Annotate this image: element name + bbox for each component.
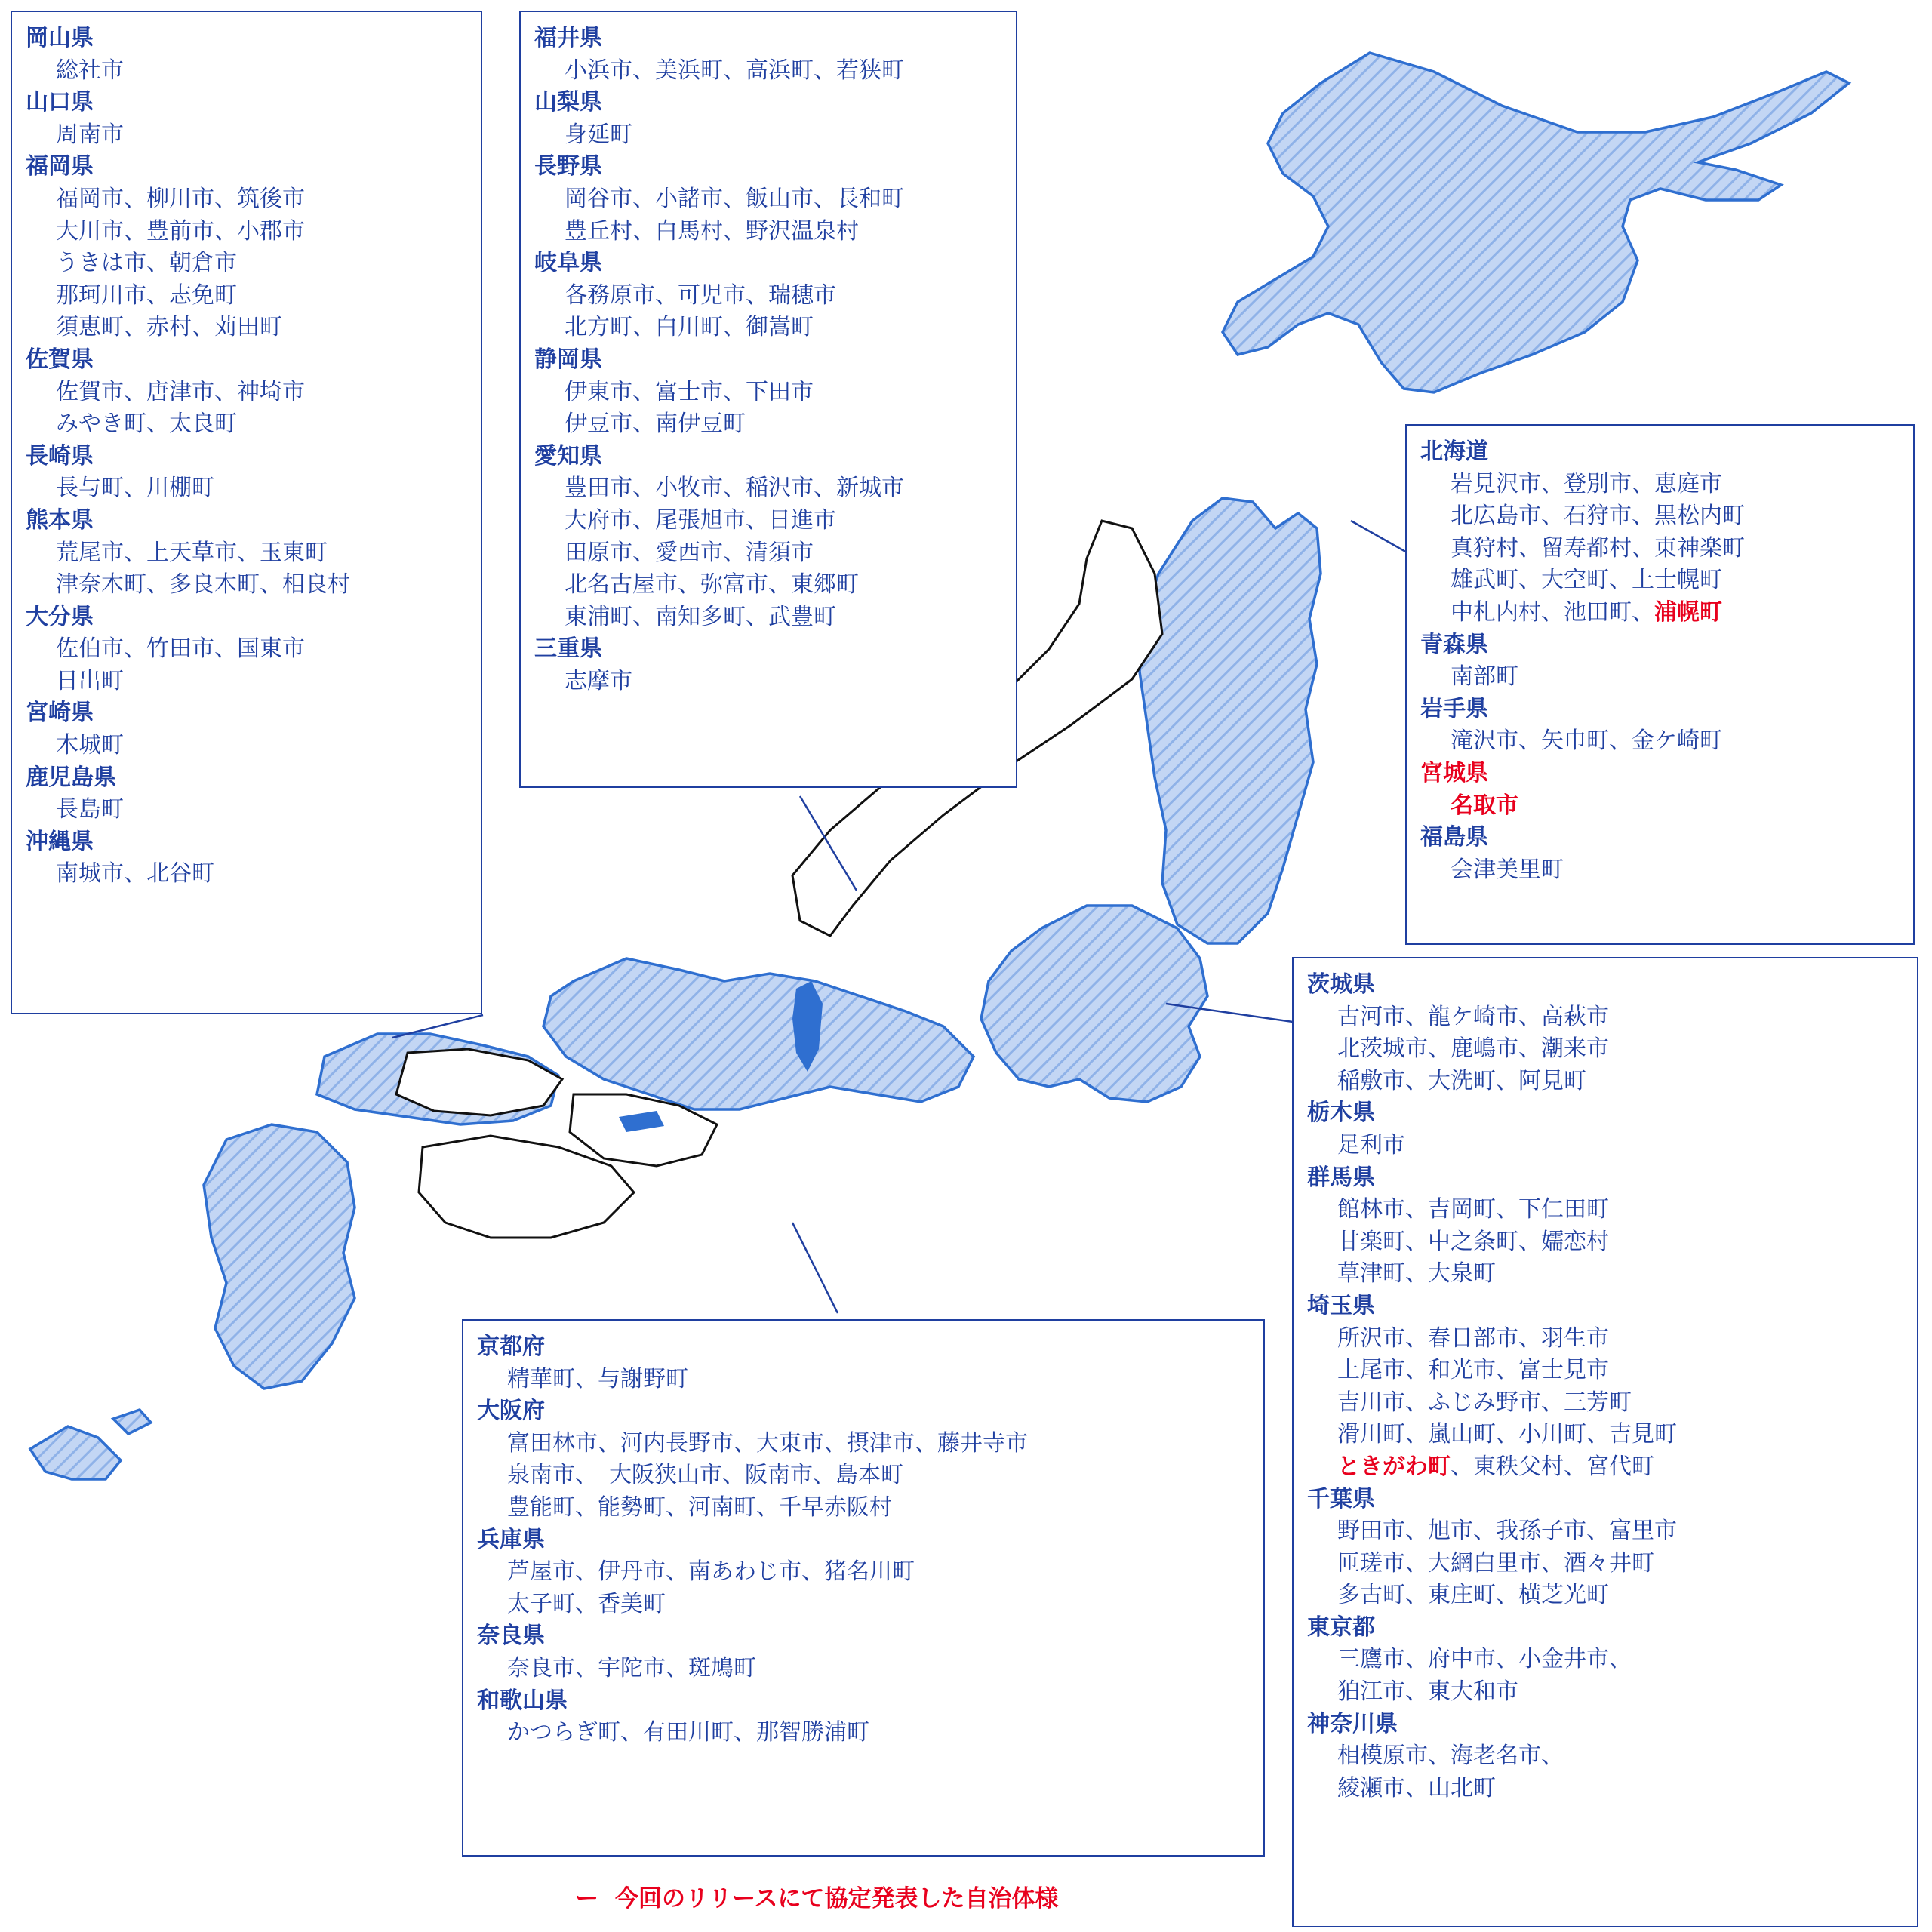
municipality-line [534,216,1002,248]
municipality-line [477,1364,1250,1396]
municipality-line [534,55,1002,88]
municipality-line [1307,1773,1903,1805]
municipality-text: 伊東市、富士市、下田市 [565,379,814,405]
municipality-text: 長与町、川棚町 [56,475,214,501]
municipality-text: 南城市、北谷町 [56,861,214,887]
municipality-text: 岡谷市、小諸市、飯山市、長和町 [565,186,904,211]
municipality-text: 三鷹市、府中市、小金井市、 [1337,1647,1632,1672]
municipality-line [1420,469,1900,501]
panel-kanto [1292,957,1918,1927]
municipality-text: 会津美里町 [1451,857,1564,882]
municipality-line [26,794,467,826]
prefecture-name: 福井県 [534,26,602,51]
prefecture-name: 佐賀県 [26,346,94,372]
municipality-text: 匝瑳市、大網白里市、酒々井町 [1337,1550,1654,1576]
municipality-text: 総社市 [56,57,124,83]
municipality-text: 吉川市、ふじみ野市、三芳町 [1337,1389,1632,1415]
municipality-line [1307,1323,1903,1355]
municipality-text: 館林市、吉岡町、下仁田町 [1337,1197,1609,1223]
municipality-line [477,1556,1250,1589]
prefecture-name: 熊本県 [26,507,94,533]
municipality-line [1307,1451,1903,1484]
prefecture-name: 奈良県 [477,1623,545,1649]
municipality-line [26,312,467,344]
municipality-text: 相模原市、海老名市、 [1337,1743,1564,1769]
prefecture-name: 群馬県 [1307,1164,1375,1190]
municipality-text: 北茨城市、鹿嶋市、潮来市 [1337,1036,1609,1062]
municipality-text: 須恵町、赤村、苅田町 [56,315,282,340]
municipality-text: 奈良市、宇陀市、斑鳩町 [507,1655,756,1681]
prefecture-name: 神奈川県 [1307,1711,1398,1737]
municipality-text: 狛江市、東大和市 [1337,1679,1518,1705]
municipality-line [534,505,1002,537]
prefecture-name: 長崎県 [26,443,94,469]
prefecture-name: 岩手県 [1420,696,1488,721]
municipality-line [26,666,467,698]
municipality-line [26,730,467,762]
prefecture-name: 岡山県 [26,26,94,51]
municipality-text: 伊豆市、南伊豆町 [565,411,746,437]
municipality-line [477,1492,1250,1524]
municipality-text: 綾瀬市、山北町 [1337,1775,1496,1801]
prefecture-name: 沖縄県 [26,829,94,854]
municipality-text: 北名古屋市、弥富市、東郷町 [565,572,859,598]
municipality-line [1420,661,1900,694]
prefecture-name: 大阪府 [477,1398,545,1424]
municipality-line [1420,597,1900,629]
municipality-text: 小浜市、美浜町、高浜町、若狭町 [565,57,904,83]
municipality-line [1307,1676,1903,1709]
prefecture-name: 東京都 [1307,1614,1375,1640]
legend-text: 今回のリリースにて協定発表した自治体様 [615,1885,1059,1912]
municipality-line [1307,1644,1903,1676]
municipality-text: 名取市 [1451,792,1518,818]
municipality-line [534,377,1002,409]
municipality-text: 岩見沢市、登別市、恵庭市 [1451,471,1722,497]
municipality-line [26,537,467,570]
municipality-line [1420,533,1900,565]
municipality-text: 真狩村、留寿都村、東神楽町 [1451,535,1745,561]
region-kyushu [204,1124,355,1389]
municipality-line [26,119,467,152]
prefecture-name: 宮城県 [1420,760,1488,786]
municipality-text: 上尾市、和光市、富士見市 [1337,1358,1609,1383]
municipality-text: 豊能町、能勢町、河南町、千早赤阪村 [507,1494,892,1520]
prefecture-name: 兵庫県 [477,1527,545,1552]
municipality-text: 田原市、愛西市、清須市 [565,540,814,565]
municipality-text: 稲敷市、大洗町、阿見町 [1337,1068,1586,1094]
prefecture-name: 愛知県 [534,443,602,469]
municipality-line [1307,1548,1903,1580]
municipality-line [1307,1387,1903,1420]
municipality-line [477,1653,1250,1685]
municipality-text-tail: 浦幌町 [1654,599,1722,625]
municipality-line [1307,1355,1903,1387]
municipality-line [534,280,1002,312]
municipality-text: 大川市、豊前市、小郡市 [56,218,305,244]
legend [575,1879,1058,1913]
municipality-line [26,280,467,312]
municipality-text: 那珂川市、志免町 [56,282,237,308]
municipality-line [26,55,467,88]
municipality-text: 甘楽町、中之条町、嬬恋村 [1337,1229,1609,1254]
municipality-text: 太子町、香美町 [507,1591,666,1617]
municipality-line [1307,1580,1903,1612]
municipality-text: 豊丘村、白馬村、野沢温泉村 [565,218,859,244]
municipality-text: 福岡市、柳川市、筑後市 [56,186,305,211]
prefecture-name: 山梨県 [534,90,602,115]
municipality-line [26,183,467,216]
municipality-line [1307,1001,1903,1034]
municipality-line [26,858,467,891]
region-kinki [543,958,974,1109]
municipality-text: 中札内村、池田町、 [1451,599,1654,625]
region-tohoku [1140,498,1321,943]
municipality-line [1307,1130,1903,1162]
municipality-line [26,472,467,505]
municipality-text: 豊田市、小牧市、稲沢市、新城市 [565,475,904,501]
municipality-text: ときがわ町 [1337,1454,1451,1479]
municipality-line [26,633,467,666]
municipality-line [534,601,1002,634]
municipality-text: 身延町 [565,122,632,147]
prefecture-name: 長野県 [534,154,602,180]
municipality-line [477,1717,1250,1749]
municipality-line [534,119,1002,152]
municipality-line [1420,790,1900,823]
municipality-text: 草津町、大泉町 [1337,1261,1496,1287]
municipality-line [1307,1515,1903,1548]
municipality-line [1307,1419,1903,1451]
municipality-text: 野田市、旭市、我孫子市、富里市 [1337,1518,1677,1544]
municipality-line [1307,1226,1903,1259]
panel-central-japan [519,11,1017,788]
municipality-text: かつらぎ町、有田川町、那智勝浦町 [507,1720,869,1746]
municipality-text: うきは市、朝倉市 [56,251,237,276]
prefecture-name: 宮崎県 [26,700,94,726]
municipality-text: 東浦町、南知多町、武豊町 [565,604,836,629]
prefecture-name: 大分県 [26,604,94,629]
municipality-text: 多古町、東庄町、横芝光町 [1337,1583,1609,1608]
municipality-text: 富田林市、河内長野市、大東市、摂津市、藤井寺市 [507,1430,1028,1456]
prefecture-name: 岐阜県 [534,251,602,276]
municipality-line [1307,1194,1903,1226]
municipality-line [477,1460,1250,1492]
legend-dash: ー [575,1885,598,1912]
panel-kansai [462,1319,1265,1857]
municipality-line [1307,1033,1903,1066]
municipality-text: 周南市 [56,122,124,147]
municipality-text: 芦屋市、伊丹市、南あわじ市、猪名川町 [507,1559,915,1585]
municipality-text: 津奈木町、多良木町、相良村 [56,572,350,598]
municipality-text: みやき町、太良町 [56,411,237,437]
prefecture-name: 三重県 [534,636,602,662]
municipality-line [1307,1066,1903,1098]
municipality-text-tail: 、東秩父村、宮代町 [1451,1454,1654,1479]
municipality-text: 大府市、尾張旭市、日進市 [565,507,836,533]
municipality-line [26,408,467,441]
municipality-line [534,666,1002,698]
municipality-line [534,569,1002,601]
prefecture-name: 山口県 [26,90,94,115]
municipality-line [534,408,1002,441]
municipality-line [1420,725,1900,758]
municipality-text: 滝沢市、矢巾町、金ケ崎町 [1451,728,1722,754]
municipality-text: 泉南市、 大阪狭山市、阪南市、島本町 [507,1463,903,1488]
municipality-text: 各務原市、可児市、瑞穂市 [565,282,836,308]
municipality-line [1420,500,1900,533]
region-chugoku-inner [396,1049,562,1115]
municipality-text: 雄武町、大空町、上士幌町 [1451,568,1722,593]
municipality-text: 木城町 [56,733,124,758]
municipality-line [534,312,1002,344]
panel-west-japan [11,11,482,1014]
prefecture-name: 茨城県 [1307,972,1375,997]
prefecture-name: 静岡県 [534,346,602,372]
prefecture-name: 埼玉県 [1307,1293,1375,1318]
prefecture-name: 京都府 [477,1334,545,1359]
prefecture-name: 福島県 [1420,825,1488,851]
municipality-line [534,537,1002,570]
municipality-line [534,472,1002,505]
municipality-text: 北方町、白川町、御嵩町 [565,315,814,340]
municipality-line [477,1428,1250,1460]
region-kanto-chubu [981,906,1208,1102]
municipality-text: 南部町 [1451,664,1518,690]
municipality-line [1307,1740,1903,1773]
prefecture-name: 北海道 [1420,439,1488,464]
prefecture-name: 千葉県 [1307,1486,1375,1512]
municipality-text: 志摩市 [565,668,632,694]
municipality-text: 滑川町、嵐山町、小川町、吉見町 [1337,1422,1677,1447]
municipality-line [26,569,467,601]
municipality-text: 日出町 [56,668,124,694]
municipality-text: 足利市 [1337,1132,1405,1158]
municipality-line [26,216,467,248]
panel-north-japan [1405,424,1915,945]
municipality-line [477,1589,1250,1621]
prefecture-name: 福岡県 [26,154,94,180]
prefecture-name: 青森県 [1420,632,1488,657]
municipality-line [26,248,467,280]
municipality-text: 長島町 [56,797,124,823]
leader-line-kansai [792,1223,838,1313]
municipality-text: 佐賀市、唐津市、神埼市 [56,379,305,405]
municipality-text: 精華町、与謝野町 [507,1366,688,1392]
prefecture-name: 栃木県 [1307,1100,1375,1126]
municipality-line [1420,565,1900,597]
region-hokkaido [1223,53,1849,392]
municipality-line [26,377,467,409]
municipality-text: 古河市、龍ケ崎市、高萩市 [1337,1004,1609,1029]
municipality-text: 佐伯市、竹田市、国東市 [56,636,305,662]
municipality-line [1307,1258,1903,1291]
prefecture-name: 和歌山県 [477,1687,568,1713]
region-okinawa [30,1426,121,1479]
municipality-text: 北広島市、石狩市、黒松内町 [1451,503,1745,529]
prefecture-name: 鹿児島県 [26,764,116,790]
municipality-line [534,183,1002,216]
region-okinawa-small [113,1410,151,1434]
municipality-text: 荒尾市、上天草市、玉東町 [56,540,328,565]
municipality-text: 所沢市、春日部市、羽生市 [1337,1325,1609,1351]
municipality-line [1420,854,1900,887]
